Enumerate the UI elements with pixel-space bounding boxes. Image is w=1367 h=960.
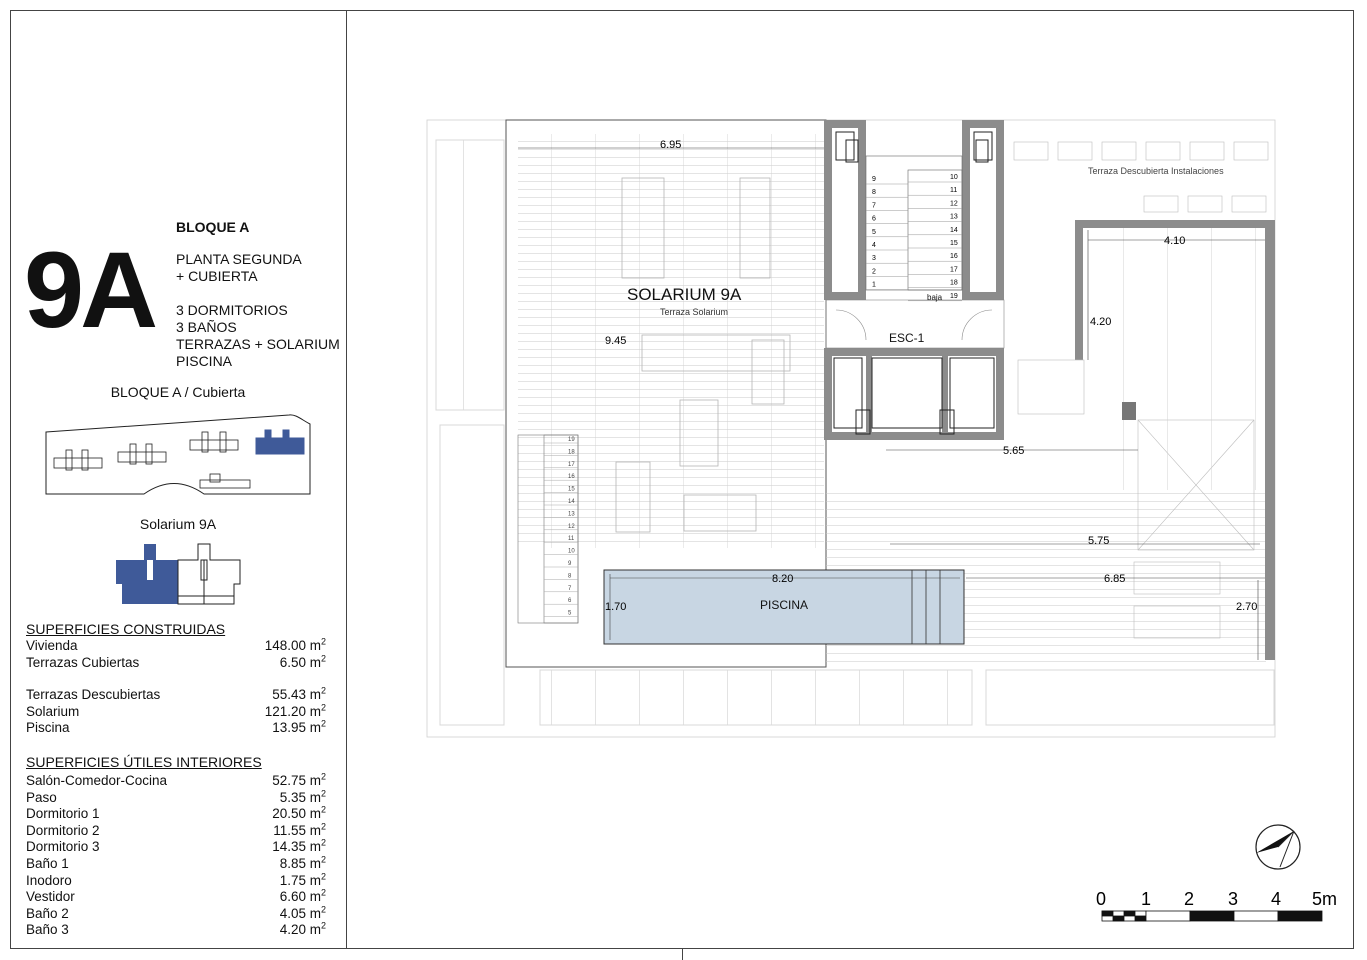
- useful-value-text: 4.20 m: [279, 922, 321, 938]
- dim-8-20: 8.20: [772, 573, 794, 585]
- built-label: Terrazas Cubiertas: [26, 654, 140, 670]
- lower-stair-step-number: 13: [568, 511, 575, 518]
- scale-label-0: 0: [1096, 889, 1107, 909]
- lower-stair-step-number: 16: [568, 474, 575, 481]
- feature-terraces: TERRAZAS + SOLARIUM: [176, 336, 340, 352]
- stair-step-number: 9: [872, 176, 876, 183]
- stair-step-number: 12: [950, 200, 958, 208]
- built-label: Solarium: [26, 703, 80, 719]
- bottom-tick: [682, 949, 683, 960]
- useful-unit-exponent: 2: [320, 920, 326, 931]
- useful-label: Paso: [26, 789, 57, 805]
- useful-areas-title: SUPERFICIES ÚTILES INTERIORES: [26, 754, 262, 770]
- scale-label-5m: 5m: [1312, 889, 1338, 909]
- stair-step-number: 1: [872, 281, 876, 289]
- built-areas-title: SUPERFICIES CONSTRUIDAS: [26, 621, 226, 637]
- useful-value: [280, 922, 326, 938]
- useful-label: Baño 2: [26, 905, 69, 921]
- useful-unit-exponent: 2: [320, 904, 326, 915]
- scale-bar: [1090, 885, 1350, 925]
- stair-step-number: 11: [950, 187, 958, 195]
- useful-unit-exponent: 2: [320, 871, 326, 882]
- useful-value-text: 5.35 m: [279, 789, 321, 805]
- lower-stair-step-number: 15: [568, 486, 575, 493]
- floor-line-2: + CUBIERTA: [176, 268, 258, 284]
- stair-step-number: 5: [872, 228, 876, 236]
- stair-step-number: 17: [950, 266, 958, 274]
- solarium-subtitle: Terraza Solarium: [660, 307, 729, 317]
- useful-unit-exponent: 2: [320, 804, 326, 815]
- useful-value: [280, 790, 326, 806]
- lower-stair-step-number: 14: [568, 499, 575, 505]
- useful-label: Salón-Comedor-Cocina: [26, 773, 168, 788]
- lower-stair-step-number: 18: [568, 449, 575, 456]
- stair-label: ESC-1: [889, 331, 925, 345]
- dim-6-95: 6.95: [660, 139, 682, 151]
- built-value-text: 13.95 m: [272, 720, 321, 736]
- terrace-label: Terraza Descubierta Instalaciones: [1088, 166, 1224, 176]
- unit-plan: [112, 540, 246, 610]
- useful-value: [272, 806, 326, 822]
- built-label: Piscina: [26, 720, 70, 736]
- useful-label: Vestidor: [26, 889, 75, 905]
- block-title: BLOQUE A: [176, 219, 250, 235]
- stair-step-number: 18: [950, 279, 958, 287]
- useful-unit-exponent: 2: [320, 854, 326, 865]
- lower-stair-step-number: 7: [568, 585, 572, 592]
- scale-label-1: 1: [1141, 889, 1152, 909]
- stair-step-number: 3: [872, 255, 876, 263]
- scale-label-4: 4: [1271, 889, 1282, 909]
- useful-value-text: 4.05 m: [279, 905, 321, 921]
- key-plan-caption: BLOQUE A / Cubierta: [110, 384, 246, 400]
- solarium-title: SOLARIUM 9A: [627, 285, 742, 304]
- useful-label: Dormitorio 2: [26, 822, 100, 838]
- dim-9-45: 9.45: [605, 335, 627, 347]
- useful-label: Baño 3: [26, 922, 69, 938]
- north-arrow-icon: [1254, 823, 1302, 871]
- useful-unit-exponent: 2: [320, 887, 326, 898]
- built-value-text: 121.20 m: [264, 703, 321, 719]
- useful-value-text: 20.50 m: [272, 806, 321, 822]
- built-unit-exponent: 2: [320, 685, 326, 696]
- useful-value-text: 11.55 m: [273, 822, 321, 838]
- stair-step-number: 10: [950, 174, 958, 181]
- built-value: [272, 720, 326, 736]
- scale-label-2: 2: [1184, 889, 1195, 909]
- stair-step-number: 15: [950, 240, 958, 247]
- built-unit-exponent: 2: [320, 702, 326, 713]
- pool-label: PISCINA: [760, 598, 809, 612]
- useful-value: [273, 823, 326, 839]
- useful-unit-exponent: 2: [320, 788, 326, 799]
- useful-value-text: 14.35 m: [272, 839, 321, 855]
- key-plan: [44, 410, 314, 500]
- stair-step-number: 8: [872, 189, 876, 197]
- stair-step-number: 6: [872, 215, 876, 223]
- built-unit-exponent: 2: [320, 653, 326, 664]
- built-value: [272, 687, 326, 703]
- lower-stair-step-number: 12: [568, 523, 575, 530]
- useful-value: [272, 773, 326, 789]
- useful-value-text: 1.75 m: [279, 872, 321, 888]
- highlighted-unit: [256, 430, 304, 454]
- useful-value: [280, 873, 326, 889]
- useful-label: Baño 1: [26, 856, 69, 871]
- stair-step-number: 16: [950, 253, 958, 261]
- useful-unit-exponent: 2: [320, 837, 326, 848]
- useful-unit-exponent: 2: [320, 771, 326, 782]
- dim-5-75: 5.75: [1088, 535, 1110, 547]
- useful-value-text: 52.75 m: [272, 773, 321, 788]
- useful-value: [280, 906, 326, 922]
- lower-stair-step-number: 10: [568, 548, 575, 555]
- dim-2-70: 2.70: [1236, 601, 1258, 613]
- stair-step-number: 13: [950, 213, 958, 221]
- stair-step-number: 2: [872, 268, 876, 276]
- scale-label-3: 3: [1228, 889, 1239, 909]
- useful-value: [280, 889, 326, 905]
- stair-step-number: 4: [872, 242, 876, 249]
- useful-value: [280, 856, 326, 872]
- built-value: [265, 704, 326, 720]
- useful-value-text: 6.60 m: [279, 889, 321, 905]
- built-unit-exponent: 2: [320, 718, 326, 729]
- stair-step-number: 19: [950, 292, 958, 300]
- built-unit-exponent: 2: [320, 636, 326, 647]
- useful-label: Inodoro: [26, 872, 72, 888]
- built-value: [280, 655, 326, 671]
- built-label: Terrazas Descubiertas: [26, 687, 161, 703]
- useful-value: [272, 839, 326, 855]
- built-value-text: 55.43 m: [272, 687, 321, 703]
- lower-stair-step-number: 8: [568, 573, 572, 580]
- built-value-text: 6.50 m: [279, 654, 321, 670]
- feature-pool: PISCINA: [176, 353, 233, 369]
- stair-down-label: baja: [927, 293, 943, 302]
- stair-step-number: 7: [872, 202, 876, 210]
- lower-stair-step-number: 9: [568, 561, 572, 567]
- dim-5-65: 5.65: [1003, 445, 1025, 457]
- lower-stair-step-number: 6: [568, 598, 572, 605]
- dim-4-10: 4.10: [1164, 235, 1186, 247]
- lower-stair-step-number: 17: [568, 461, 575, 468]
- dim-6-85: 6.85: [1104, 573, 1126, 585]
- built-label: Vivienda: [26, 638, 78, 653]
- useful-unit-exponent: 2: [320, 821, 326, 832]
- feature-bedrooms: 3 DORMITORIOS: [176, 302, 288, 318]
- unit-plan-caption: Solarium 9A: [139, 516, 217, 532]
- floor-plan: [420, 110, 1290, 750]
- useful-label: Dormitorio 1: [26, 806, 100, 822]
- lower-stair-step-number: 19: [568, 437, 575, 443]
- built-value: [265, 638, 326, 654]
- lower-stair-step-number: 11: [568, 536, 575, 543]
- dim-4-20: 4.20: [1090, 316, 1112, 328]
- panel-divider: [346, 10, 347, 949]
- feature-bathrooms: 3 BAÑOS: [176, 319, 237, 335]
- floor-line-1: PLANTA SEGUNDA: [176, 251, 302, 267]
- useful-label: Dormitorio 3: [26, 839, 100, 855]
- built-value-text: 148.00 m: [264, 638, 321, 653]
- lower-stair-step-number: 5: [568, 610, 572, 617]
- stair-step-number: 14: [950, 226, 958, 234]
- dim-1-70: 1.70: [605, 601, 627, 613]
- useful-value-text: 8.85 m: [279, 856, 321, 871]
- unit-code: 9A: [24, 229, 155, 350]
